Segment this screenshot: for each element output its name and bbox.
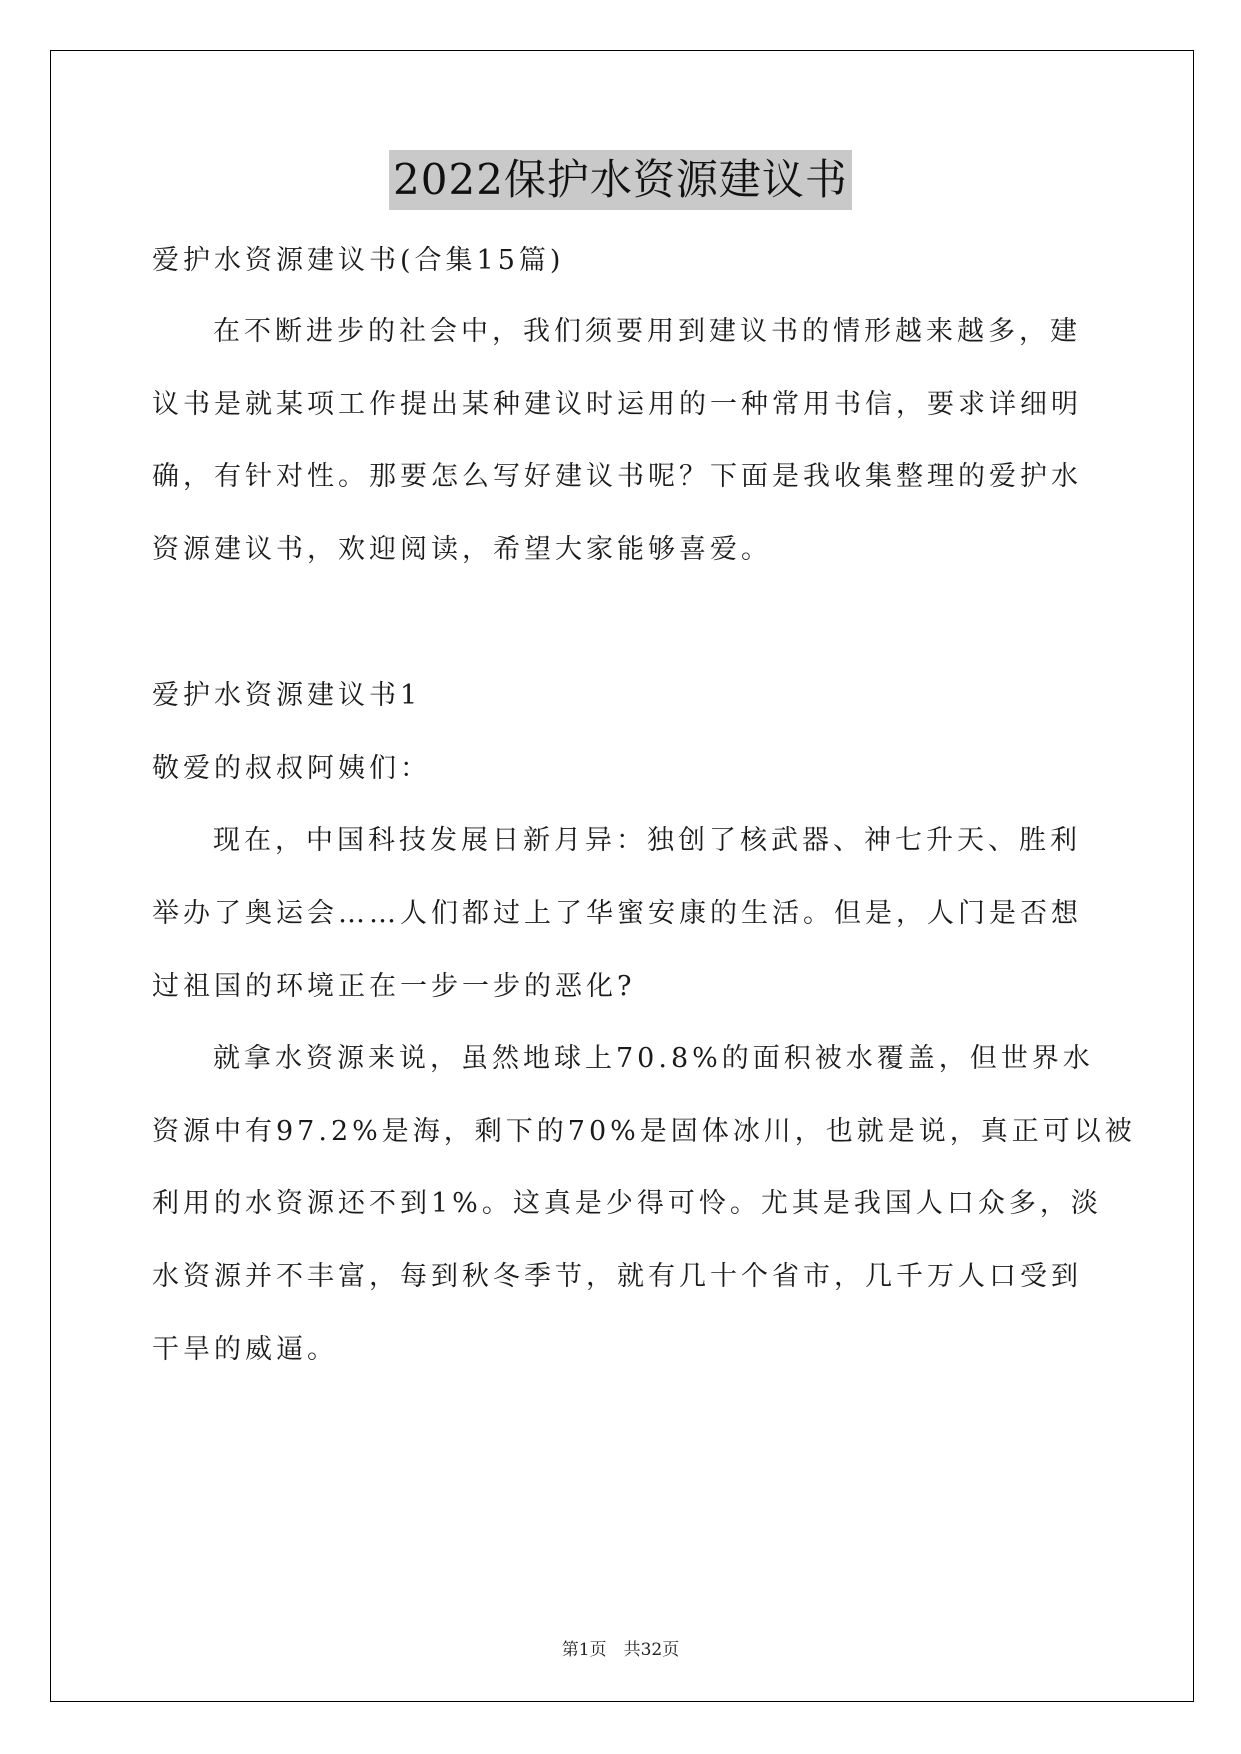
paragraph-line: 过祖国的环境正在一步一步的恶化? — [152, 971, 636, 1002]
document-title: 2022保护水资源建议书 — [389, 150, 852, 210]
paragraph-line: 利用的水资源还不到1%。这真是少得可怜。尤其是我国人口众多，淡 — [152, 1188, 1102, 1219]
paragraph-line: 在不断进步的社会中，我们须要用到建议书的情形越来越多，建 — [213, 316, 1081, 347]
subtitle-line: 爱护水资源建议书(合集15篇) — [152, 245, 565, 276]
paragraph-line: 资源建议书，欢迎阅读，希望大家能够喜爱。 — [152, 534, 772, 565]
paragraph-line: 确，有针对性。那要怎么写好建议书呢？下面是我收集整理的爱护水 — [152, 461, 1082, 492]
title-block — [0, 150, 1241, 210]
page-border — [50, 50, 1194, 1702]
paragraph-line: 现在，中国科技发展日新月异：独创了核武器、神七升天、胜利 — [213, 825, 1081, 856]
section-heading: 爱护水资源建议书1 — [152, 680, 422, 711]
paragraph-line: 就拿水资源来说，虽然地球上70.8%的面积被水覆盖，但世界水 — [213, 1043, 1094, 1074]
page-number-footer: 第1页 共32页 — [561, 1640, 680, 1660]
paragraph-line: 资源中有97.2%是海，剩下的70%是固体冰川，也就是说，真正可以被 — [152, 1116, 1136, 1147]
paragraph-line: 水资源并不丰富，每到秋冬季节，就有几十个省市，几千万人口受到 — [152, 1261, 1082, 1292]
salutation-line: 敬爱的叔叔阿姨们： — [152, 753, 431, 784]
paragraph-line: 议书是就某项工作提出某种建议时运用的一种常用书信，要求详细明 — [152, 389, 1082, 420]
paragraph-line: 干旱的威逼。 — [152, 1334, 338, 1365]
paragraph-line: 举办了奥运会……人们都过上了华蜜安康的生活。但是，人门是否想 — [152, 898, 1082, 929]
